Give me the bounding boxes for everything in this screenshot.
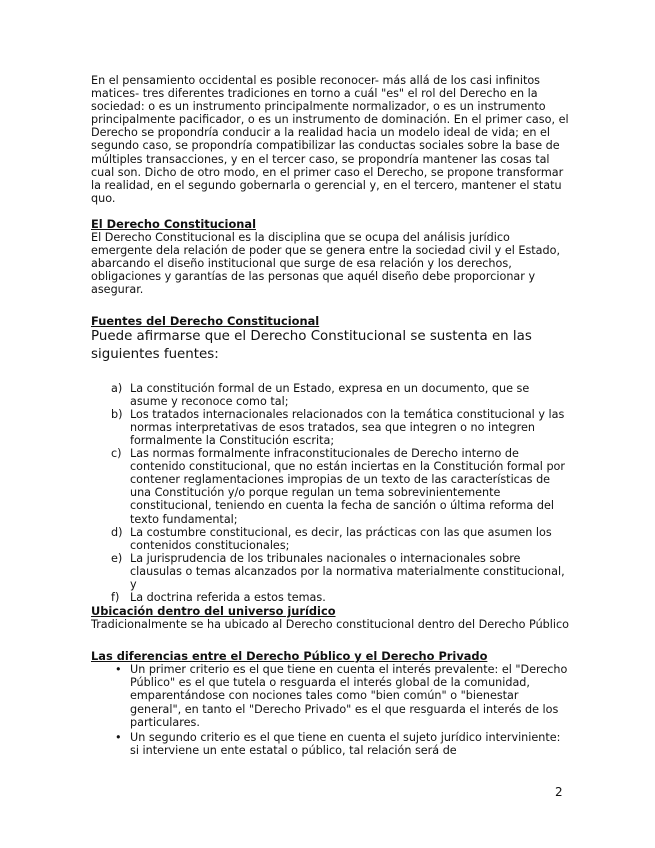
heading-ubicacion: Ubicación dentro del universo jurídico [91, 604, 336, 619]
list-item [111, 526, 569, 552]
list-item [114, 731, 569, 757]
list-marker: c) [111, 447, 122, 461]
list-item-text: La constitución formal de un Estado, expresa en un documento, que se asume y reconoce como tal; [130, 381, 530, 408]
list-item-text: La doctrina referida a estos temas. [130, 591, 326, 605]
list-marker: f) [111, 591, 120, 605]
intro-paragraph: En el pensamiento occidental es posible reconocer- más allá de los casi infinitos matices- tres diferentes tradiciones en torno a cuál "es" el rol del Derecho en la sociedad: o es un instrumento principalmente normalizador, o es un instrumento principalmente pacificador, o es un instrumento de dominación. En el primer caso, el Derecho se propondría conducir a la realidad hacia un modelo ideal de vida; en el segundo caso, se propondría compatibilizar las conductas sociales sobre la base de múltiples transacciones, y en el tercer caso, se propondría mantener las cosas tal cual son. Dicho de otro modo, en el primer caso el Derecho, se propone transformar la realidad, en el segundo gobernarla o gerencial y, en el tercero, mantener el statu quo. [91, 74, 569, 205]
list-item [111, 591, 569, 604]
list-item [111, 447, 569, 526]
document-page [91, 74, 569, 759]
list-item-text: Un primer criterio es el que tiene en cuenta el interés prevalente: el "Derecho Público" es el que tutela o resguarda el interés global de la comunidad, emparentándose con nociones tales como "bien común" o "bienestar general", en tanto el "Derecho Privado" es el que resguarda el interés de los particulares. [130, 663, 568, 729]
list-item-text: Los tratados internacionales relacionados con la temática constitucional y las normas interpretativas de esos tratados, sea que integren o no integren formalmente la Constitución escrita; [130, 407, 565, 447]
heading-diferencias: Las diferencias entre el Derecho Público y el Derecho Privado [91, 649, 488, 664]
paragraph-fuentes-intro: Puede afirmarse que el Derecho Constitucional se sustenta en las siguientes fuentes: [91, 329, 532, 362]
list-item-text: La costumbre constitucional, es decir, las prácticas con las que asumen los contenidos constitucionales; [130, 525, 552, 552]
heading-derecho-constitucional: El Derecho Constitucional [91, 216, 256, 231]
list-marker: d) [111, 525, 123, 539]
heading-fuentes: Fuentes del Derecho Constitucional [91, 314, 320, 329]
list-item-text: Las normas formalmente infraconstitucionales de Derecho interno de contenido constitucional, que no están inciertas en la Constitución formal por contener reglamentaciones impropias de un texto de las características de una Constitución y/o porque regulan un tema sobrevinientemente constitucional, teniendo en cuenta la fecha de sanción o última reforma del texto fundamental; [130, 447, 566, 526]
list-marker: a) [111, 381, 123, 395]
list-item-text: Un segundo criterio es el que tiene en cuenta el sujeto jurídico interviniente: si interviene un ente estatal o público, tal relación será de [130, 730, 561, 757]
list-marker: b) [111, 407, 123, 421]
list-item-text: La jurisprudencia de los tribunales nacionales o internacionales sobre clausulas o temas alcanzados por la normativa materialmente constitucional, y [130, 551, 565, 591]
list-item [111, 382, 569, 408]
list-item [114, 663, 569, 728]
criteria-list [114, 663, 569, 757]
list-marker: e) [111, 551, 123, 565]
bullet-icon: • [115, 730, 122, 744]
sources-list [111, 382, 569, 605]
paragraph-derecho-constitucional: El Derecho Constitucional es la disciplina que se ocupa del análisis jurídico emergente dela relación de poder que se genera entre la sociedad civil y el Estado, abarcando el diseño institucional que surge de esa relación y los derechos, obligaciones y garantías de las personas que aquél diseño debe proporcionar y asegurar. [91, 230, 561, 297]
list-item [111, 552, 569, 591]
page-number: 2 [555, 785, 563, 799]
list-item [111, 408, 569, 447]
paragraph-ubicacion: Tradicionalmente se ha ubicado al Derecho constitucional dentro del Derecho Público [91, 618, 569, 632]
bullet-icon: • [115, 663, 122, 677]
